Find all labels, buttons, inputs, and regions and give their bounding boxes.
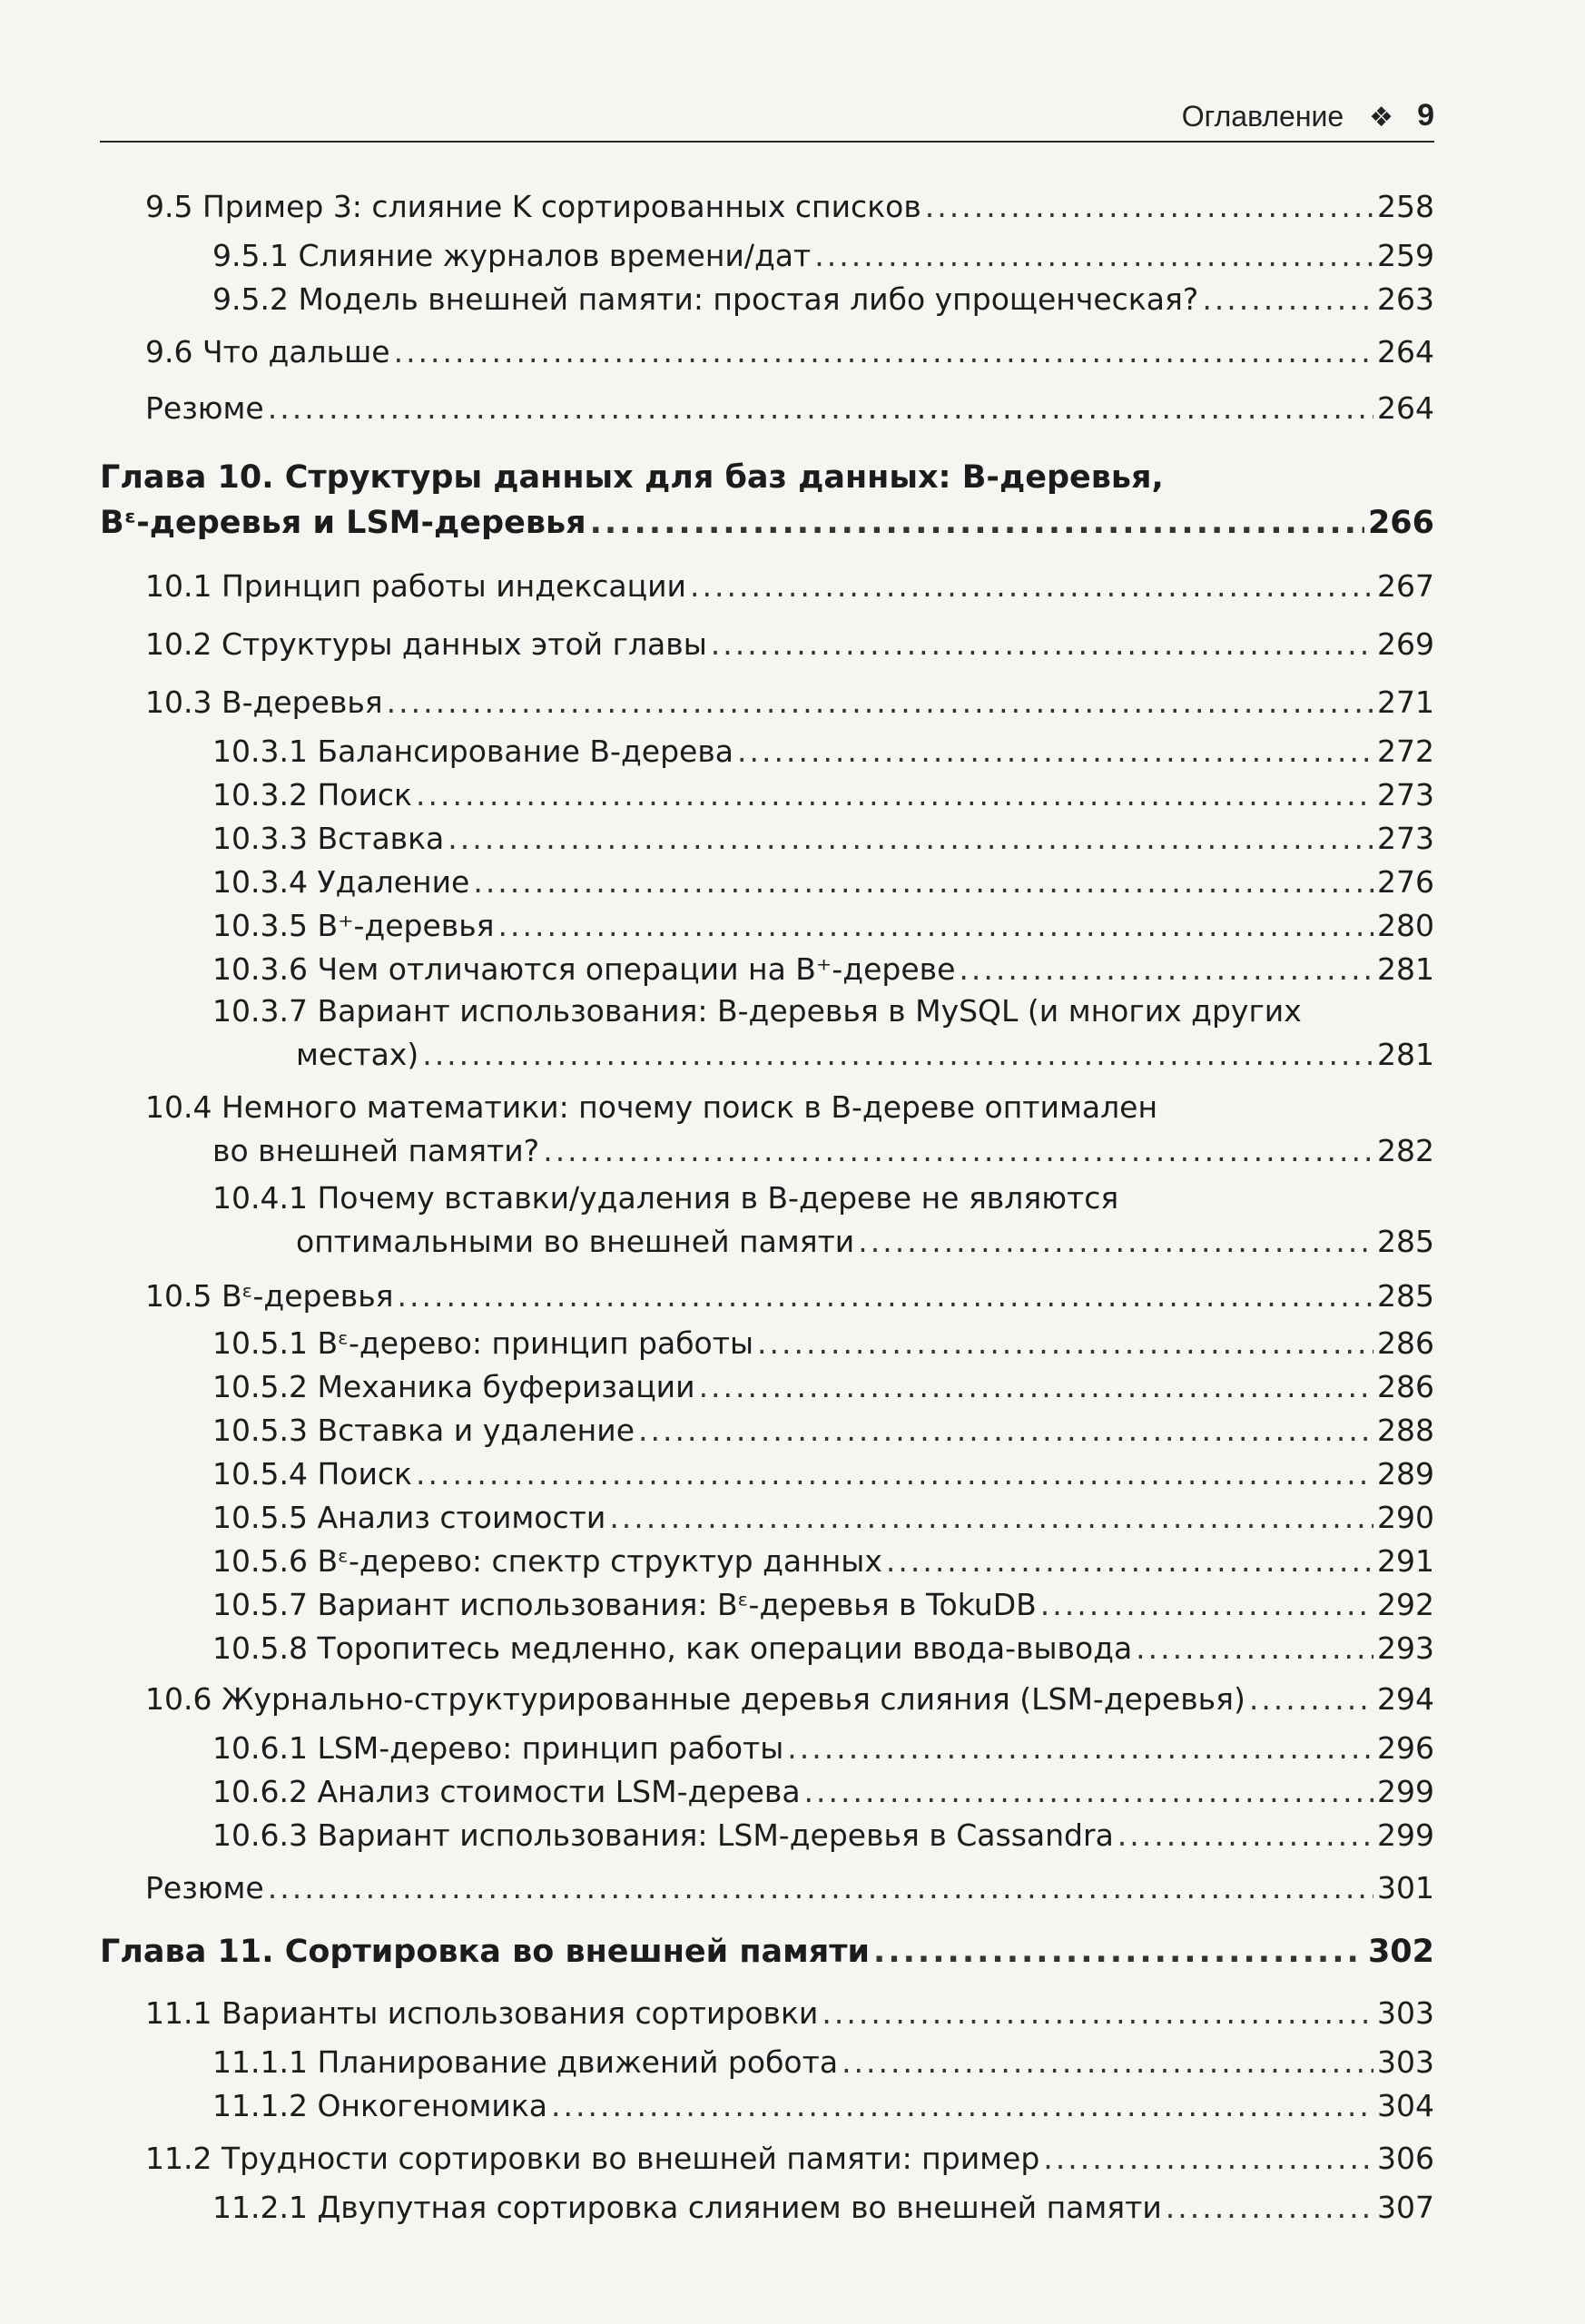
toc-entry[interactable]: 10.5.8 Торопитесь медленно, как операции ввода-вывода ..... 293 xyxy=(212,1630,1434,1667)
toc-entry[interactable]: 10.5.4 Поиск ..... 289 xyxy=(212,1456,1434,1492)
toc-entry[interactable]: 10.5.7 Вариант использования: Bᵋ-деревья в TokuDB ..... 292 xyxy=(212,1587,1434,1623)
toc-entry[interactable]: 11.2 Трудности сортировки во внешней памяти: пример ..... 306 xyxy=(145,2141,1434,2177)
toc-entry[interactable]: 10.5.6 Bᵋ-дерево: спектр структур данных ..... 291 xyxy=(212,1543,1434,1580)
running-header xyxy=(100,86,1434,143)
toc-entry[interactable]: местах) ..... 281 xyxy=(296,1037,1434,1073)
toc-entry[interactable]: 10.5 Bᵋ-деревья ..... 285 xyxy=(145,1278,1434,1315)
toc-entry[interactable]: 10.5.5 Анализ стоимости ..... 290 xyxy=(212,1500,1434,1536)
toc-entry[interactable]: оптимальными во внешней памяти ..... 285 xyxy=(296,1224,1434,1260)
toc-entry-line[interactable]: 10.4.1 Почему вставки/удаления в B-дереве не являются xyxy=(212,1180,1119,1216)
toc-entry[interactable]: 10.6.1 LSM-дерево: принцип работы ..... 296 xyxy=(212,1730,1434,1767)
toc-entry[interactable]: 11.2.1 Двупутная сортировка слиянием во внешней памяти ..... 307 xyxy=(212,2190,1434,2226)
toc-entry[interactable]: 10.5.2 Механика буферизации ..... 286 xyxy=(212,1369,1434,1405)
toc-entry[interactable]: Резюме ..... 301 xyxy=(145,1870,1434,1906)
toc-entry[interactable]: 10.3.4 Удаление ..... 276 xyxy=(212,864,1434,901)
toc-entry[interactable]: во внешней памяти? ..... 282 xyxy=(212,1133,1434,1169)
toc-entry[interactable]: 10.6.3 Вариант использования: LSM-деревья в Cassandra ..... 299 xyxy=(212,1817,1434,1854)
toc-chapter-title[interactable]: Глава 10. Структуры данных для баз данных: B-деревья, xyxy=(100,459,1164,496)
toc-entry[interactable]: 10.3.3 Вставка ..... 273 xyxy=(212,821,1434,857)
toc-entry[interactable]: 10.1 Принцип работы индексации ..... 267 xyxy=(145,568,1434,605)
toc-entry[interactable]: 10.3.1 Балансирование B-дерева ..... 272 xyxy=(212,734,1434,770)
header-title: Оглавление xyxy=(1181,100,1344,133)
toc-entry-line[interactable]: 10.4 Немного математики: почему поиск в B-дереве оптимален xyxy=(145,1089,1158,1125)
header-page-number: 9 xyxy=(1417,98,1434,133)
header-separator-icon: ❖ xyxy=(1369,102,1394,133)
toc-entry[interactable]: 11.1.2 Онкогеномика ..... 304 xyxy=(212,2088,1434,2124)
toc-entry[interactable]: 10.3.5 B⁺-деревья ..... 280 xyxy=(212,908,1434,944)
toc-entry[interactable]: 10.6 Журнально-структурированные деревья слияния (LSM-деревья) ..... 294 xyxy=(145,1681,1434,1718)
toc-chapter-entry[interactable]: Bᵋ-деревья и LSM-деревья ..... 266 xyxy=(100,505,1434,541)
toc-entry-line[interactable]: 10.3.7 Вариант использования: B-деревья в MySQL (и многих других xyxy=(212,993,1302,1029)
toc-entry[interactable]: 10.6.2 Анализ стоимости LSM-дерева ..... 299 xyxy=(212,1774,1434,1810)
toc-chapter-entry[interactable]: Глава 11. Сортировка во внешней памяти ..... 302 xyxy=(100,1934,1434,1970)
toc-entry[interactable]: 10.2 Структуры данных этой главы ..... 269 xyxy=(145,626,1434,663)
toc-entry[interactable]: 10.3 B-деревья ..... 271 xyxy=(145,684,1434,721)
toc-entry[interactable]: 10.5.3 Вставка и удаление ..... 288 xyxy=(212,1413,1434,1449)
toc-entry[interactable]: 10.5.1 Bᵋ-дерево: принцип работы ..... 286 xyxy=(212,1325,1434,1362)
toc-entry[interactable]: 11.1.1 Планирование движений робота ..... 303 xyxy=(212,2044,1434,2081)
toc-entry[interactable]: 10.3.6 Чем отличаются операции на B⁺-дереве ..... 281 xyxy=(212,951,1434,988)
toc-entry[interactable]: 9.5.2 Модель внешней памяти: простая либо упрощенческая? ..... 263 xyxy=(212,281,1434,318)
toc-entry[interactable]: 9.5 Пример 3: слияние K сортированных списков ..... 258 xyxy=(145,189,1434,225)
toc-entry[interactable]: 9.5.1 Слияние журналов времени/дат ..... 259 xyxy=(212,238,1434,274)
toc-entry[interactable]: 9.6 Что дальше ..... 264 xyxy=(145,334,1434,370)
toc-entry[interactable]: Резюме ..... 264 xyxy=(145,390,1434,427)
toc-entry[interactable]: 10.3.2 Поиск ..... 273 xyxy=(212,777,1434,813)
toc-entry[interactable]: 11.1 Варианты использования сортировки ..... 303 xyxy=(145,1995,1434,2032)
